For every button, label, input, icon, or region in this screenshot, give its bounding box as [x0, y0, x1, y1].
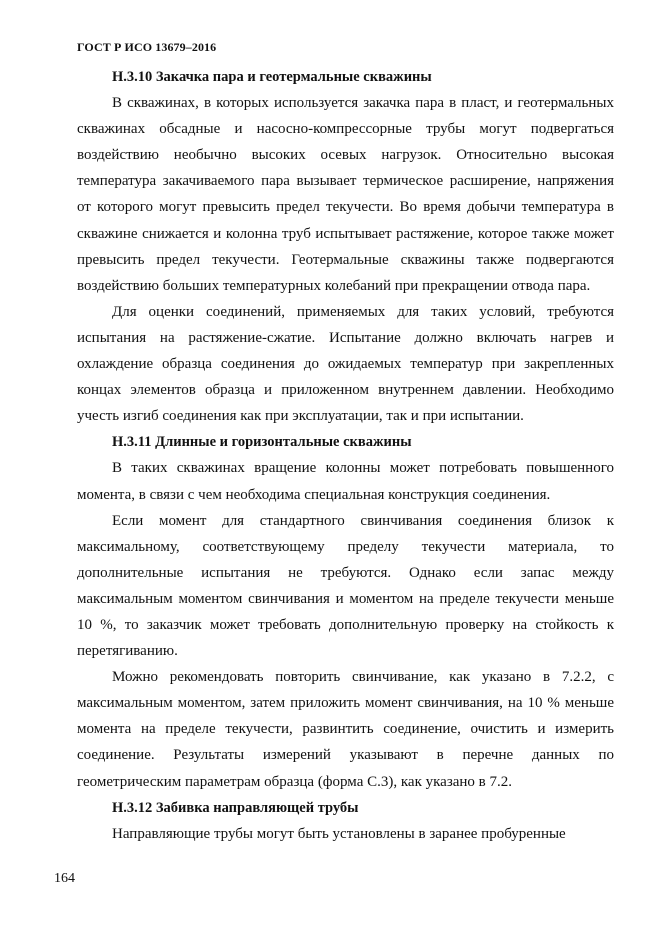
section-h-3-12	[77, 795, 614, 847]
document-body	[77, 64, 614, 847]
page-number: 164	[54, 871, 75, 886]
paragraph: Можно рекомендовать повторить свинчивание, как указано в 7.2.2, с максимальным моментом, затем приложить момент свинчивания, на 10 % меньше момента на пределе текучести, развинтить соединение, очистить и измерить соединение. Результаты измерений указывают в перечне данных по геометрическим параметрам образца (форма С.3), как указано в 7.2.	[77, 669, 614, 790]
section-heading: Н.3.12 Забивка направляющей трубы	[112, 799, 359, 816]
paragraph: В скважинах, в которых используется закачка пара в пласт, и геотермальных скважинах обсадные и насосно-компрессорные трубы могут подвергаться воздействию необычно высоких осевых нагрузок. Относительно высокая температура закачиваемого пара вызывает термическое расширение, напряжения от которого могут превысить предел текучести. Во время добычи температура в скважине снижается и колонна труб испытывает растяжение, которое также может превысить предел текучести. Геотермальные скважины также подвергаются воздействию больших температурных колебаний при прекращении отвода пара.	[77, 95, 614, 294]
paragraph: В таких скважинах вращение колонны может потребовать повышенного момента, в связи с чем необходима специальная конструкция соединения.	[77, 460, 614, 503]
section-h-3-11	[77, 429, 614, 794]
section-heading: Н.3.11 Длинные и горизонтальные скважины	[112, 434, 412, 451]
document-header: ГОСТ Р ИСО 13679–2016	[77, 40, 217, 54]
paragraph: Направляющие трубы могут быть установлены в заранее пробуренные	[112, 825, 566, 842]
section-h-3-10	[77, 64, 614, 429]
paragraph: Для оценки соединений, применяемых для таких условий, требуются испытания на растяжение-сжатие. Испытание должно включать нагрев и охлаждение образца соединения до ожидаемых температур при закрепленных концах элементов образца и приложенном внутреннем давлении. Необходимо учесть изгиб соединения как при эксплуатации, так и при испытании.	[77, 303, 614, 425]
paragraph: Если момент для стандартного свинчивания соединения близок к максимальному, соответствующему пределу текучести материала, то дополнительные испытания не требуются. Однако если запас между максимальным моментом свинчивания и моментом на пределе текучести меньше 10 %, то заказчик может требовать дополнительную проверку на стойкость к перетягиванию.	[77, 512, 614, 660]
section-heading: Н.3.10 Закачка пара и геотермальные скважины	[112, 69, 432, 85]
